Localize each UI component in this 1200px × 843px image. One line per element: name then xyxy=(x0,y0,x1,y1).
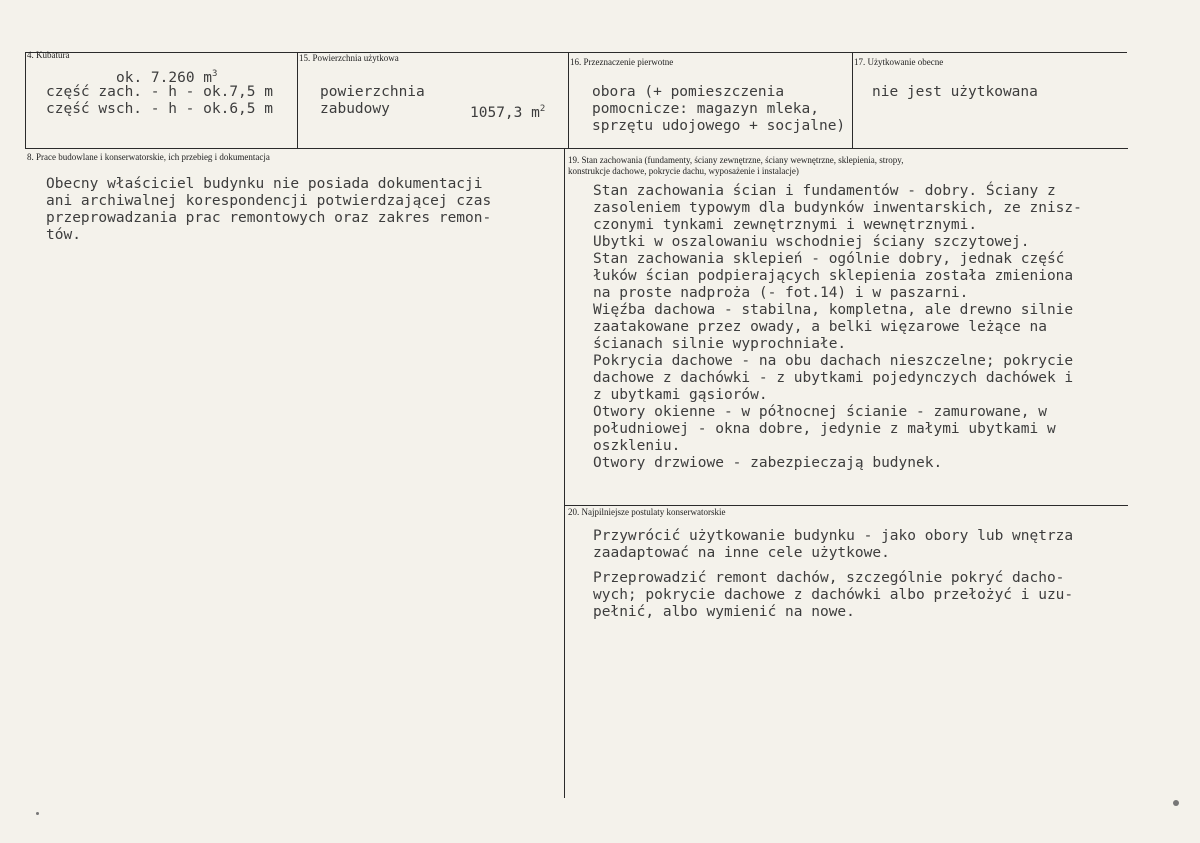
section-20-paragraph-2 xyxy=(593,570,1073,621)
text-line: Otwory okienne - w północnej ścianie - zamurowane, w xyxy=(593,404,1047,420)
section-19-text xyxy=(593,183,1082,472)
text-line: Przeprowadzić remont dachów, szczególnie pokryć dacho- xyxy=(593,570,1065,586)
text-line: łuków ścian podpierających sklepienia została zmieniona xyxy=(593,268,1074,284)
text-line: z ubytkami gąsiorów. xyxy=(593,387,768,403)
section-17-label: 17. Użytkowanie obecne xyxy=(854,57,944,67)
text-line: Ubytki w oszalowaniu wschodniej ściany szczytowej. xyxy=(593,234,1030,250)
section-4-label: 4. Kubatura xyxy=(27,50,70,60)
section-20-divider xyxy=(565,505,1128,506)
section-8-text xyxy=(46,176,491,244)
text-line: zasoleniem typowym dla budynków inwentarskich, ze znisz- xyxy=(593,200,1082,216)
section-19-label-line1: 19. Stan zachowania (fundamenty, ściany zewnętrzne, ściany wewnętrzne, sklepienia, stropy, xyxy=(568,155,904,165)
original-purpose-line1: obora (+ pomieszczenia xyxy=(592,84,785,100)
text-line: zaadaptować na inne cele użytkowe. xyxy=(593,545,890,561)
text-line: Stan zachowania ścian i fundamentów - dobry. Ściany z xyxy=(593,183,1056,199)
text-line: czonymi tynkami zewnętrznymi i wewnętrznymi. xyxy=(593,217,978,233)
original-purpose-line3: sprzętu udojowego + socjalne) xyxy=(592,118,846,134)
text-line: dachowe z dachówki - z ubytkami pojedynczych dachówek i xyxy=(593,370,1074,386)
text-line: ścianach silnie wyprochniałe. xyxy=(593,336,847,352)
row-divider xyxy=(25,148,1128,149)
text-line: Obecny właściciel budynku nie posiada dokumentacji xyxy=(46,176,483,192)
text-line: przeprowadzania prac remontowych oraz zakres remon- xyxy=(46,210,492,226)
col-divider-15 xyxy=(297,52,298,149)
col-divider-17 xyxy=(852,52,853,149)
section-15-label: 15. Powierzchnia użytkowa xyxy=(299,53,399,63)
paper-speck xyxy=(36,812,39,815)
text-line: ani archiwalnej korespondencji potwierdzającej czas xyxy=(46,193,492,209)
text-line: Więźba dachowa - stabilna, kompletna, ale drewno silnie xyxy=(593,302,1074,318)
text-line: tów. xyxy=(46,227,81,243)
area-label-line1: powierzchnia xyxy=(320,84,425,100)
section-16-label: 16. Przeznaczenie pierwotne xyxy=(570,57,674,67)
text-line: Przywrócić użytkowanie budynku - jako obory lub wnętrza xyxy=(593,528,1074,544)
original-purpose-line2: pomocnicze: magazyn mleka, xyxy=(592,101,819,117)
left-border xyxy=(25,52,26,149)
text-line: na proste nadproża (- fot.14) i w paszarni. xyxy=(593,285,969,301)
col-divider-16 xyxy=(568,52,569,149)
text-line: Otwory drzwiowe - zabezpieczają budynek. xyxy=(593,455,943,471)
text-line: południowej - okna dobre, jedynie z małymi ubytkami w xyxy=(593,421,1056,437)
section-20-label: 20. Najpilniejsze postulaty konserwatorskie xyxy=(568,507,726,517)
east-part-height: część wsch. - h - ok.6,5 m xyxy=(46,101,273,117)
west-part-height: część zach. - h - ok.7,5 m xyxy=(46,84,273,100)
volume-value: ok. 7.260 $m^3$ xyxy=(116,69,218,86)
text-line: zaatakowane przez owady, a belki więzarowe leżące na xyxy=(593,319,1047,335)
text-line: pełnić, albo wymienić na nowe. xyxy=(593,604,855,620)
text-line: Stan zachowania sklepień - ogólnie dobry, jednak część xyxy=(593,251,1065,267)
text-line: Pokrycia dachowe - na obu dachach nieszczelne; pokrycie xyxy=(593,353,1074,369)
text-line: oszkleniu. xyxy=(593,438,681,454)
area-value: 1057,3 $m^2$ xyxy=(470,104,546,121)
section-8-label: 8. Prace budowlane i konserwatorskie, ich przebieg i dokumentacja xyxy=(27,152,270,162)
text-line: wych; pokrycie dachowe z dachówki albo przełożyć i uzu- xyxy=(593,587,1074,603)
top-rule xyxy=(25,52,1127,53)
area-label-line2: zabudowy xyxy=(320,101,390,117)
main-vertical-divider xyxy=(564,148,565,798)
current-use-value: nie jest użytkowana xyxy=(872,84,1038,100)
paper-speck xyxy=(1173,800,1179,806)
section-19-label-line2: konstrukcje dachowe, pokrycie dachu, wyposażenie i instalacje) xyxy=(568,166,799,176)
section-20-paragraph-1 xyxy=(593,528,1073,562)
